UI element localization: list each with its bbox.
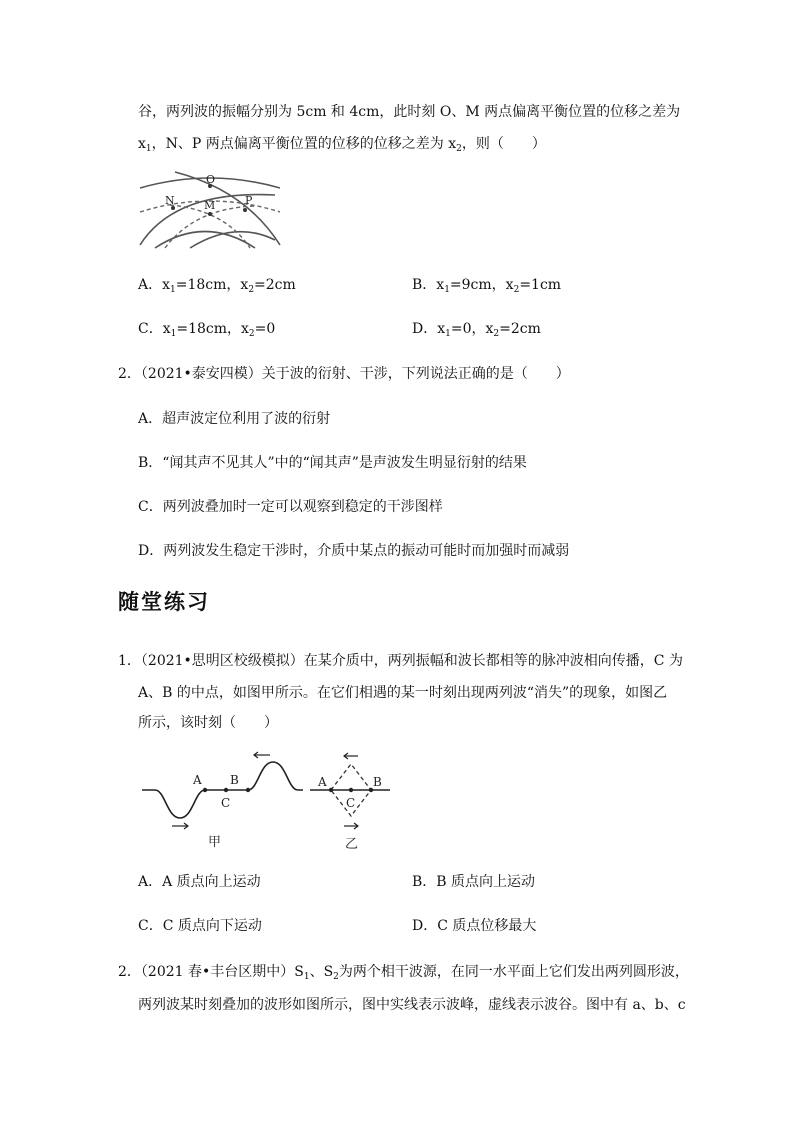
crest-arc <box>190 232 275 248</box>
text-span: 2．（2021 春•丰台区期中）S <box>118 964 304 980</box>
subscript: 1 <box>444 285 450 295</box>
text-span: C．x <box>138 321 171 337</box>
practice-1-line: 所示，该时刻（ ） <box>138 715 278 731</box>
subscript: 2 <box>333 972 339 982</box>
option-C <box>138 319 275 344</box>
text-span: =2cm <box>499 321 541 337</box>
text-span: =9cm，x <box>449 277 514 293</box>
label-B: B <box>230 773 239 787</box>
text-span: D．x <box>412 321 446 337</box>
q2-option-D: D．两列波发生稳定干涉时，介质中某点的振动可能时而加强时而减弱 <box>138 543 570 559</box>
subscript: 2 <box>248 329 255 339</box>
label-P: P <box>245 194 253 207</box>
subscript: 2 <box>456 144 462 154</box>
subscript: 2 <box>513 285 520 295</box>
wave-interference-figure <box>135 170 285 250</box>
p1-option-B: B．B 质点向上运动 <box>412 874 536 890</box>
point-C <box>349 788 353 792</box>
p1-option-D: D．C 质点位移最大 <box>412 918 537 934</box>
practice-2-line <box>118 962 689 987</box>
text-span: =2cm <box>254 277 296 293</box>
label-C: C <box>346 796 356 810</box>
point-P <box>243 208 247 212</box>
q2-option-C: C．两列波叠加时一定可以观察到稳定的干涉图样 <box>138 499 443 515</box>
subscript: 2 <box>248 285 255 295</box>
practice-2-line: 两列波某时刻叠加的波形如图所示，图中实线表示波峰，虚线表示波谷。图中有 a、b、c <box>138 997 686 1013</box>
q2-option-A: A．超声波定位利用了波的衍射 <box>138 411 331 427</box>
var-x: x <box>138 136 146 152</box>
text-span: =0 <box>254 321 276 337</box>
label-A: A <box>193 773 202 787</box>
question-text-line <box>138 134 546 159</box>
label-B: B <box>373 775 382 789</box>
subscript: 1 <box>303 972 310 982</box>
text-span: =1cm <box>519 277 562 293</box>
caption-yi: 乙 <box>345 837 359 852</box>
label-M: M <box>204 199 216 212</box>
q2-option-B: B．“闻其声不见其人”中的“闻其声”是声波发生明显衍射的结果 <box>138 455 527 471</box>
caption-jia: 甲 <box>208 835 222 850</box>
point-A <box>329 788 333 792</box>
label-A: A <box>318 775 327 789</box>
label-C: C <box>221 796 231 810</box>
text-span: A．x <box>138 277 171 293</box>
text-span: =18cm，x <box>175 277 249 293</box>
subscript: 1 <box>170 285 176 295</box>
option-D <box>412 319 541 344</box>
option-A <box>138 275 296 300</box>
subscript: 2 <box>493 329 500 339</box>
label-O: O <box>206 173 216 186</box>
figure-yi <box>308 750 393 855</box>
text-span: 为两个相干波源，在同一水平面上它们发出两列圆形波， <box>338 964 689 980</box>
text-span: ，N、P 两点偏离平衡位置的位移的位移之差为 x <box>151 136 457 152</box>
subscript: 1 <box>445 329 451 339</box>
p1-option-C: C．C 质点向下运动 <box>138 918 262 934</box>
practice-1-line: 1．（2021•思明区校级模拟）在某介质中，两列振幅和波长都相等的脉冲波相向传播，C 为 <box>118 653 683 669</box>
question-text-line: 谷，两列波的振幅分别为 5cm 和 4cm，此时刻 O、M 两点偏离平衡位置的位移之差为 <box>138 104 681 120</box>
section-title: 随堂练习 <box>118 590 210 614</box>
text-span: B．x <box>412 277 445 293</box>
point-B <box>246 788 250 792</box>
text-span: =18cm，x <box>176 321 249 337</box>
text-span: 、S <box>309 964 334 980</box>
point-A <box>203 788 207 792</box>
point-M <box>208 212 212 216</box>
figure-jia <box>140 750 305 855</box>
text-span: ，则（ ） <box>461 136 546 152</box>
point-C <box>224 788 228 792</box>
p1-option-A: A．A 质点向上运动 <box>138 874 261 890</box>
option-B <box>412 275 561 300</box>
subscript: 1 <box>170 329 177 339</box>
practice-1-line: A、B 的中点，如图甲所示。在它们相遇的某一时刻出现两列波“消失”的现象，如图乙 <box>138 685 668 701</box>
text-span: =0，x <box>450 321 494 337</box>
question-2-stem: 2．（2021•泰安四模）关于波的衍射、干涉，下列说法正确的是（ ） <box>118 366 570 382</box>
subscript: 1 <box>145 144 152 154</box>
label-N: N <box>165 194 175 207</box>
